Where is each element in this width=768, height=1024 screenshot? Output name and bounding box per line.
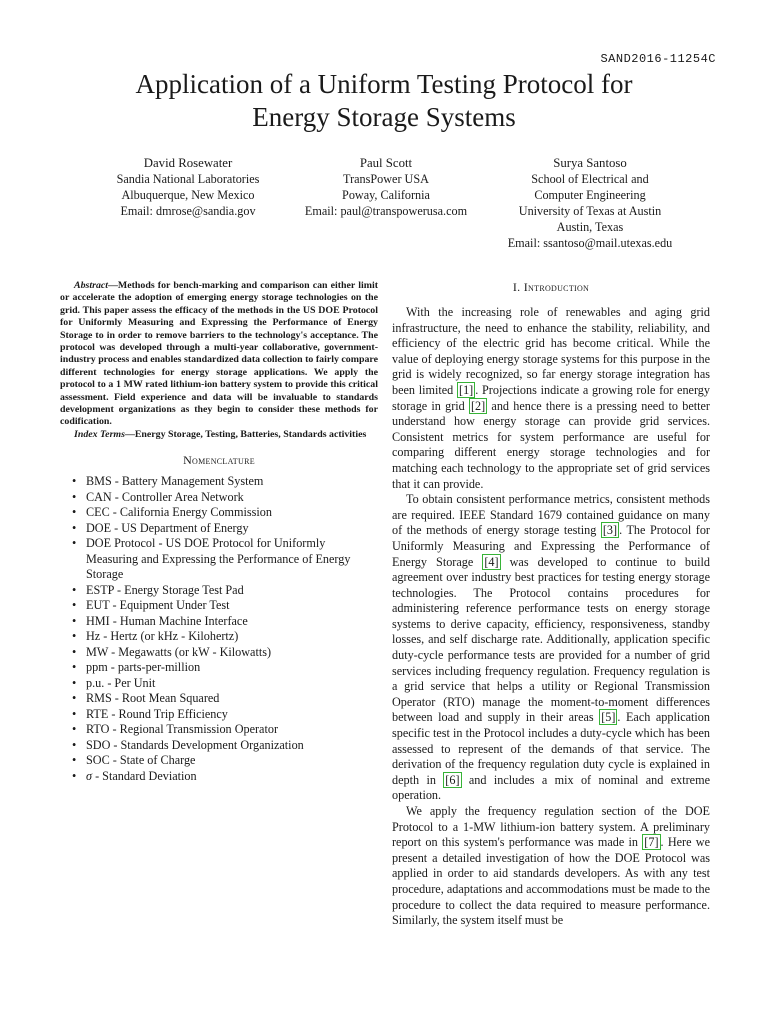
index-terms-label: Index Terms — [74, 428, 125, 440]
title-line-2: Energy Storage Systems — [252, 102, 516, 132]
author-email[interactable]: Email: dmrose@sandia.gov — [120, 204, 256, 218]
list-item: • DOE - US Department of Energy — [72, 521, 378, 537]
list-item: • SDO - Standards Development Organization — [72, 738, 378, 754]
author-affiliation: School of Electrical and — [531, 172, 649, 186]
text-run: was developed to continue to build agreement over industry best practices for testing energy storage technologies. The Protocol contains procedures for administering reference performance tests on energy storage systems to derive capacity, efficiency, responsiveness, standby losses, and self discharge rate. Additionally, application specific duty-cycle performance tests are provided for a number of grid services including frequency regulation. Frequency regulation is a grid service that helps a utility or Regional Transmission Operator (RTO) manage the moment-to-moment differences between load and supply in their areas — [392, 554, 710, 725]
list-item: • SOC - State of Charge — [72, 753, 378, 769]
abstract — [60, 280, 378, 429]
index-terms-text: —Energy Storage, Testing, Batteries, Standards activities — [124, 428, 367, 440]
paper-title — [60, 68, 708, 134]
list-item: • ppm - parts-per-million — [72, 660, 378, 676]
nomenclature-list — [60, 474, 378, 784]
report-id: SAND2016-11254C — [600, 52, 716, 66]
abstract-text: —Methods for bench-marking and comparison can either limit or accelerate the adoption of emerging energy storage technologies on the grid. This paper assess the efficacy of the methods in the US DOE Protocol for Uniformly Measuring and Expressing the Performance of Energy Storage to in order to remove barriers to the technology's acceptance. The protocol was developed through a multi-year collaborative, government-industry process and enables standardized data collection to fairly compare different technologies for energy storage applications. We apply the protocol to a 1 MW rated lithium-ion battery system to provide this critical assessment. Field experience and data will be invaluable to standards development organizations as they begin to consider these methods for codification. — [60, 280, 378, 428]
citation-link[interactable]: [5] — [601, 710, 616, 725]
sigma-symbol: σ — [86, 768, 93, 783]
abstract-label: Abstract — [74, 280, 109, 291]
author-name: Surya Santoso — [553, 156, 627, 170]
text-run: To obtain consistent performance metrics, consistent methods are required. IEEE Standard 1679 contained guidance on many of the methods of energy storage testing — [392, 492, 710, 538]
text-run: . The Protocol for Uniformly Measuring and Expressing the Performance of Energy Storage — [392, 523, 710, 569]
text-run: We apply the frequency regulation section of the DOE Protocol to a 1-MW lithium-ion battery system. A preliminary report on this system's performance was made in — [392, 804, 710, 850]
list-item: • CEC - California Energy Commission — [72, 505, 378, 521]
list-item: • p.u. - Per Unit — [72, 676, 378, 692]
author-affiliation: Computer Engineering — [534, 188, 646, 202]
intro-paragraph-1 — [392, 305, 710, 492]
citation-link[interactable]: [2] — [470, 398, 486, 413]
author-email[interactable]: Email: paul@transpowerusa.com — [304, 204, 468, 218]
index-terms — [60, 429, 378, 441]
list-item: • BMS - Battery Management System — [72, 474, 378, 490]
list-item: • RTO - Regional Transmission Operator — [72, 722, 378, 738]
list-item: • RMS - Root Mean Squared — [72, 691, 378, 707]
list-item: • EUT - Equipment Under Test — [72, 598, 378, 614]
author-block — [0, 155, 768, 255]
author-2 — [276, 155, 496, 219]
list-item: • ESTP - Energy Storage Test Pad — [72, 583, 378, 599]
introduction-heading: I. Introduction — [512, 280, 590, 294]
title-line-1: Application of a Uniform Testing Protocol for — [135, 69, 633, 99]
list-item: • Hz - Hertz (or kHz - Kilohertz) — [72, 629, 378, 645]
citation-link[interactable]: [7] — [644, 835, 659, 850]
sigma-definition: - Standard Deviation — [92, 768, 197, 783]
author-location: Austin, Texas — [556, 220, 624, 234]
text-run: . Here we present a detailed investigation of how the DOE Protocol was applied in order to aid standards developers. As with any test procedure, adaptations and accommodations must be made to the procedure to collect the data required to measure performance. Similarly, the system itself must be — [392, 835, 711, 928]
author-name: David Rosewater — [143, 156, 233, 170]
list-item: • DOE Protocol - US DOE Protocol for Uniformly Measuring and Expressing the Performance of Energy Storage — [72, 536, 378, 583]
list-item — [72, 769, 378, 785]
citation-link[interactable]: [4] — [484, 554, 499, 569]
author-affiliation: Sandia National Laboratories — [116, 172, 260, 186]
citation-link[interactable]: [1] — [459, 382, 474, 397]
nomenclature-heading: Nomenclature — [183, 453, 255, 468]
author-name: Paul Scott — [359, 156, 413, 170]
text-run: With the increasing role of renewables and aging grid infrastructure, the need to enhance the stability, reliability, and efficiency of the electric grid has become critical. While the value of deploying energy storage systems for this purpose in the grid is widely recognized, so far energy storage integration has been limited — [392, 305, 710, 397]
text-run: and includes a mix of nominal and extreme operation. — [392, 772, 710, 803]
author-3 — [480, 155, 700, 251]
author-location: Poway, California — [342, 188, 430, 202]
intro-paragraph-2 — [392, 492, 710, 804]
author-email[interactable]: Email: ssantoso@mail.utexas.edu — [507, 236, 673, 250]
right-column — [392, 280, 710, 929]
list-item: • RTE - Round Trip Efficiency — [72, 707, 378, 723]
intro-paragraph-3 — [392, 804, 710, 929]
citation-link[interactable]: [3] — [602, 523, 618, 538]
text-run: . Projections indicate a growing role for energy storage in grid — [392, 382, 710, 413]
author-affiliation: University of Texas at Austin — [518, 204, 662, 218]
text-run: and hence there is a pressing need to better understand how energy storage can provide grid services. Consistent metrics for system performance are useful for comparing different energy storage technologies and for matching each technology to the appropriate set of grid services that it can provide. — [392, 398, 710, 491]
author-1 — [88, 155, 288, 219]
list-item: • HMI - Human Machine Interface — [72, 614, 378, 630]
text-run: . Each application specific test in the Protocol includes a duty-cycle which has been assessed to represent of the demands of that service. The derivation of the frequency regulation duty cycle is explained in depth in — [392, 710, 710, 787]
left-column — [60, 280, 378, 784]
list-item: • CAN - Controller Area Network — [72, 490, 378, 506]
citation-link[interactable]: [6] — [445, 772, 460, 787]
list-item: • MW - Megawatts (or kW - Kilowatts) — [72, 645, 378, 661]
author-affiliation: TransPower USA — [343, 172, 429, 186]
author-location: Albuquerque, New Mexico — [121, 188, 255, 202]
